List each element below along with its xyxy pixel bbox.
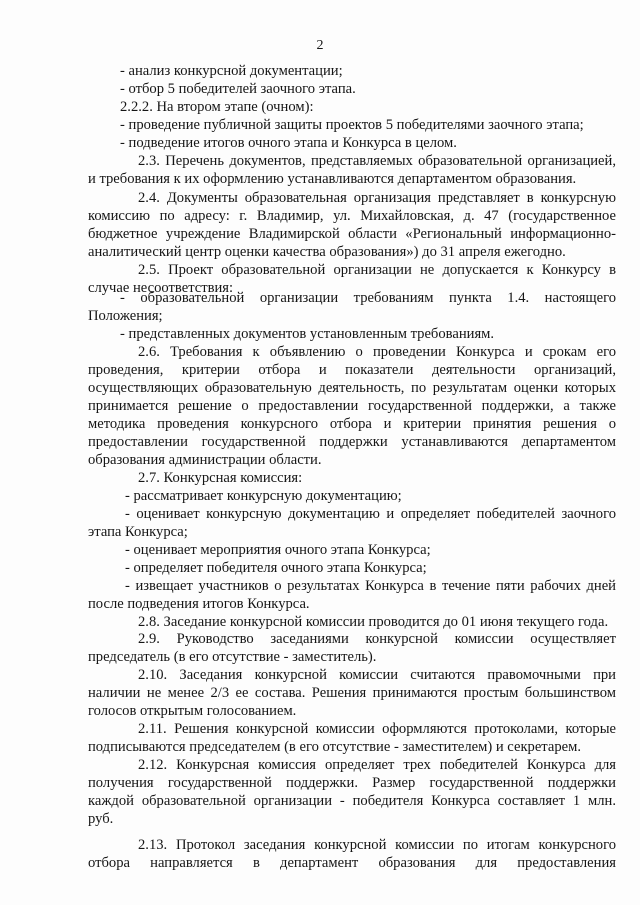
text-line: - определяет победителя очного этапа Конкурса; (125, 560, 427, 576)
text-line: Положения; (88, 308, 163, 324)
text-line: подписываются председателем (в его отсутствие - заместителем) и секретарем. (88, 739, 581, 755)
text-line: этапа Конкурса; (88, 524, 188, 540)
text-line: каждой образовательной организации - победителя Конкурса составляет 1 млн. (88, 793, 616, 809)
text-line: руб. (88, 811, 114, 827)
text-line: осуществляющих образовательную деятельность, по результатам оценки которых (88, 380, 616, 396)
text-line: предоставлении государственной поддержки устанавливаются департаментом (88, 434, 616, 450)
text-line: получения государственной поддержки. Размер государственной поддержки (88, 775, 616, 791)
text-line: отбора направляется в департамент образования для предоставления (88, 855, 616, 871)
text-line: - образовательной организации требованиям пункта 1.4. настоящего (120, 290, 616, 306)
text-line: - анализ конкурсной документации; (120, 63, 343, 79)
text-line: - подведение итогов очного этапа и Конкурса в целом. (120, 135, 457, 151)
text-line: - отбор 5 победителей заочного этапа. (120, 81, 356, 97)
text-line: аналитический центр оценки качества образования») до 31 апреля ежегодно. (88, 244, 566, 260)
text-line: методика проведения конкурсного отбора и критерии принятия решения о (88, 416, 616, 432)
text-line: 2.11. Решения конкурсной комиссии оформляются протоколами, которые (138, 721, 616, 737)
text-line: - извещает участников о результатах Конкурса в течение пяти рабочих дней (125, 578, 616, 594)
text-line: 2.12. Конкурсная комиссия определяет трех победителей Конкурса для (138, 757, 616, 773)
text-line: случае несоответствия: (88, 280, 234, 296)
text-line: после подведения итогов Конкурса. (88, 596, 310, 612)
text-line: - представленных документов установленным требованиям. (120, 326, 495, 342)
text-line: - проведение публичной защиты проектов 5 победителями заочного этапа; (120, 117, 584, 133)
text-line: 2.4. Документы образовательная организация представляет в конкурсную (138, 190, 616, 206)
text-line: образования администрации области. (88, 452, 322, 468)
text-line: 2.8. Заседание конкурсной комиссии проводится до 01 июня текущего года. (138, 614, 609, 630)
text-line: - оценивает конкурсную документацию и определяет победителей заочного (125, 506, 616, 522)
text-line: - оценивает мероприятия очного этапа Конкурса; (125, 542, 431, 558)
text-line: комиссию по адресу: г. Владимир, ул. Михайловская, д. 47 (государственное (88, 208, 616, 224)
text-line: 2.2.2. На втором этапе (очном): (120, 99, 314, 115)
text-line: принимается решение о предоставлении государственной поддержки, а также (88, 398, 616, 414)
text-line: бюджетное учреждение Владимирской области «Региональный информационно- (88, 226, 616, 242)
text-line: председатель (в его отсутствие - заместитель). (88, 649, 377, 665)
text-line: проведения, критерии отбора и показатели деятельности организаций, (88, 362, 616, 378)
text-line: 2.7. Конкурсная комиссия: (138, 470, 303, 486)
page-number: 2 (316, 38, 324, 53)
text-line: 2.10. Заседания конкурсной комиссии считаются правомочными при (138, 667, 616, 683)
text-line: голосов открытым голосованием. (88, 703, 297, 719)
text-line: 2.5. Проект образовательной организации не допускается к Конкурсу в (138, 262, 616, 278)
text-line: и требования к их оформлению устанавливаются департаментом образования. (88, 171, 577, 187)
text-line: 2.13. Протокол заседания конкурсной комиссии по итогам конкурсного (138, 837, 616, 853)
text-line: наличии не менее 2/3 ее состава. Решения принимаются простым большинством (88, 685, 616, 701)
text-line: 2.6. Требования к объявлению о проведении Конкурса и срокам его (138, 344, 616, 360)
text-line: - рассматривает конкурсную документацию; (125, 488, 402, 504)
text-line: 2.9. Руководство заседаниями конкурсной комиссии осуществляет (138, 631, 616, 647)
text-line: 2.3. Перечень документов, представляемых образовательной организацией, (138, 153, 616, 169)
